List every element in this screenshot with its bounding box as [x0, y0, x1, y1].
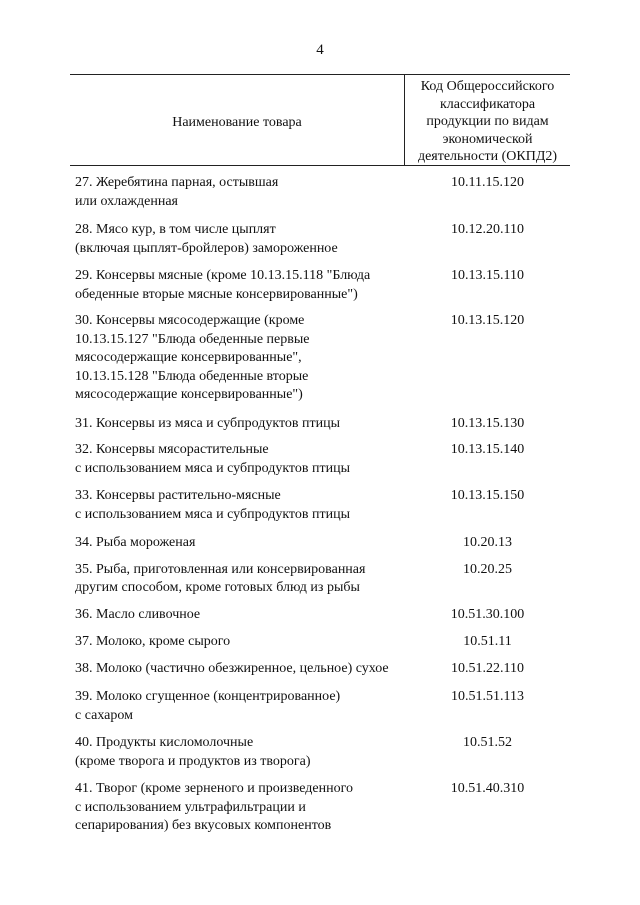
- product-name-line: с сахаром: [75, 707, 133, 723]
- product-name-line: 37. Молоко, кроме сырого: [75, 634, 231, 649]
- okpd2-code: 10.13.15.110: [451, 268, 524, 283]
- table-row: [70, 561, 570, 598]
- product-name-line: мясосодержащие консервированные",: [75, 350, 302, 365]
- product-name-line: 40. Продукты кисломолочные: [75, 735, 254, 750]
- product-name: [70, 561, 405, 598]
- product-name: [70, 780, 405, 836]
- okpd2-code: 10.13.15.150: [450, 488, 525, 503]
- table-row: [70, 534, 570, 553]
- product-name-line: 35. Рыба, приготовленная или консервированная: [75, 561, 366, 577]
- table-row: [70, 734, 570, 771]
- product-name: [70, 688, 405, 725]
- product-name: [70, 441, 405, 478]
- table-row: [70, 174, 570, 211]
- goods-table: [70, 74, 570, 836]
- product-name-line: 10.13.15.128 "Блюда обеденные вторые: [75, 368, 309, 384]
- product-name-line: (включая цыплят-бройлеров) замороженное: [75, 240, 338, 256]
- table-body: [70, 166, 570, 836]
- product-name-line: 34. Рыба мороженая: [75, 535, 196, 550]
- product-name-line: другим способом, кроме готовых блюд из рыбы: [75, 580, 360, 595]
- table-row: [70, 415, 570, 434]
- product-name-line: или охлажденная: [75, 193, 178, 209]
- product-name: [70, 174, 405, 211]
- product-name-line: 39. Молоко сгущенное (концентрированное): [75, 689, 341, 704]
- okpd2-code: 10.13.15.140: [450, 442, 525, 457]
- okpd2-code: 10.51.51.113: [451, 689, 524, 704]
- product-name: [70, 534, 405, 553]
- product-name-line: с использованием мяса и субпродуктов птицы: [75, 460, 350, 476]
- okpd2-code: 10.11.15.120: [451, 175, 524, 190]
- table-row: [70, 606, 570, 625]
- product-name-line: 10.13.15.127 "Блюда обеденные первые: [75, 331, 310, 347]
- column-header-name: Наименование товара: [172, 115, 302, 130]
- product-name-line: (кроме творога и продуктов из творога): [75, 753, 311, 769]
- product-name: [70, 267, 405, 304]
- table-row: [70, 660, 570, 679]
- product-name-line: мясосодержащие консервированные"): [75, 387, 303, 402]
- product-name: [70, 415, 405, 434]
- product-name: [70, 734, 405, 771]
- code-header-line: продукции по видам: [426, 114, 549, 129]
- okpd2-code: 10.20.13: [463, 535, 512, 550]
- page-number: 4: [316, 42, 324, 58]
- product-name-line: 32. Консервы мясорастительные: [75, 442, 269, 457]
- table-row: [70, 267, 570, 304]
- okpd2-code: 10.12.20.110: [451, 222, 524, 237]
- column-header-code: [405, 75, 570, 165]
- table-row: [70, 688, 570, 725]
- table-row: [70, 633, 570, 652]
- table-row: [70, 441, 570, 478]
- product-name-line: сепарирования) без вкусовых компонентов: [75, 818, 332, 833]
- okpd2-code: 10.51.52: [463, 735, 512, 750]
- product-name-line: 41. Творог (кроме зерненого и произведенного: [75, 781, 353, 796]
- product-name: [70, 606, 405, 625]
- product-name-line: 36. Масло сливочное: [75, 606, 201, 622]
- code-header-line: Код Общероссийского: [420, 79, 555, 94]
- product-name-line: 27. Жеребятина парная, остывшая: [75, 175, 279, 190]
- product-name-line: с использованием ультрафильтрации и: [75, 799, 306, 815]
- okpd2-code: 10.51.11: [463, 634, 512, 649]
- okpd2-code: 10.13.15.130: [450, 415, 525, 431]
- okpd2-code: 10.13.15.120: [450, 313, 525, 328]
- table-header: [70, 74, 570, 166]
- product-name-line: 38. Молоко (частично обезжиренное, цельное) сухое: [75, 660, 389, 676]
- okpd2-code: 10.51.30.100: [450, 606, 525, 622]
- table-row: [70, 487, 570, 524]
- product-name-line: 30. Консервы мясосодержащие (кроме: [75, 313, 305, 328]
- okpd2-code: 10.20.25: [463, 561, 512, 577]
- product-name-line: 33. Консервы растительно-мясные: [75, 488, 281, 503]
- code-header-line: экономической: [442, 131, 533, 147]
- product-name: [70, 633, 405, 652]
- code-header-line: деятельности (ОКПД2): [417, 149, 558, 164]
- product-name: [70, 221, 405, 258]
- product-name: [70, 487, 405, 524]
- product-name-line: 29. Консервы мясные (кроме 10.13.15.118 "Блюда: [75, 268, 371, 283]
- table-row: [70, 780, 570, 836]
- code-header-line: классификатора: [439, 96, 536, 112]
- product-name-line: 31. Консервы из мяса и субпродуктов птицы: [75, 415, 341, 431]
- product-name-line: обеденные вторые мясные консервированные"): [75, 286, 358, 302]
- okpd2-code: 10.51.40.310: [450, 781, 525, 796]
- table-row: [70, 221, 570, 258]
- product-name-line: 28. Мясо кур, в том числе цыплят: [75, 222, 276, 237]
- okpd2-code: 10.51.22.110: [451, 660, 524, 676]
- table-row: [70, 312, 570, 405]
- product-name: [70, 312, 405, 405]
- product-name-line: с использованием мяса и субпродуктов птицы: [75, 506, 350, 522]
- product-name: [70, 660, 405, 679]
